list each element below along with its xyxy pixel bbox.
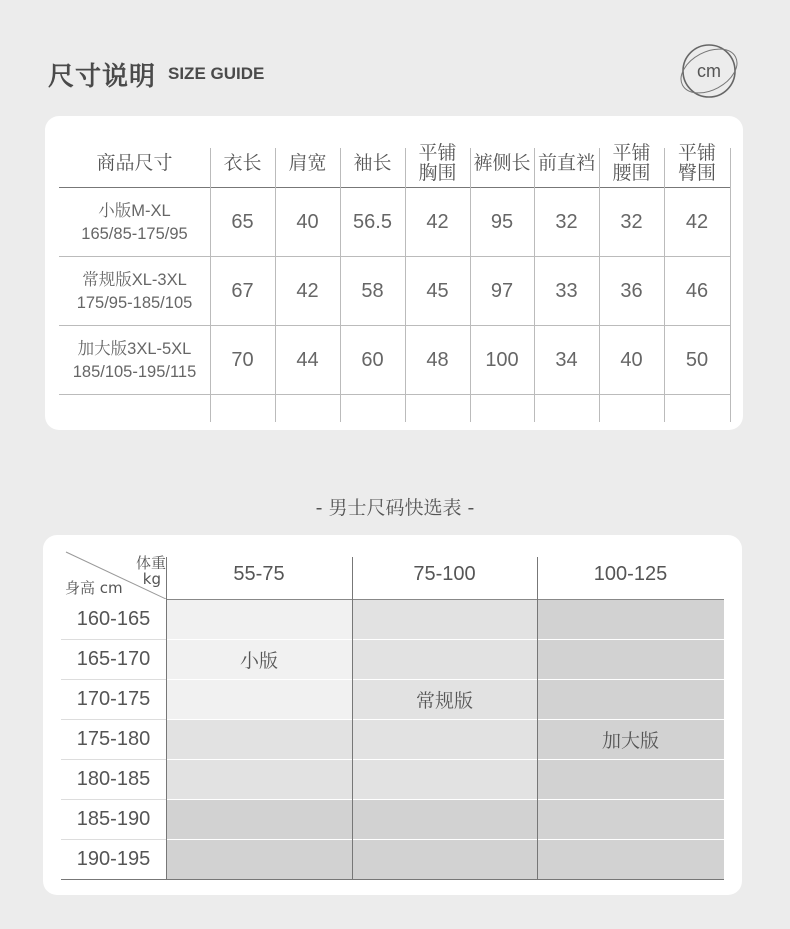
- header-label: 平铺: [612, 141, 651, 164]
- size-zone-cell: [537, 679, 724, 719]
- header-label: 平铺: [677, 141, 716, 164]
- size-value-cell: 56.5: [353, 211, 392, 233]
- size-value-cell: 100: [485, 349, 519, 371]
- size-zone-cell: [166, 799, 352, 839]
- size-zone-cell: [352, 639, 537, 679]
- size-value-cell: 32: [620, 211, 643, 233]
- size-value-cell: 45: [426, 280, 449, 302]
- size-range: 165/85-175/95: [81, 224, 188, 243]
- table-header-cell: [340, 138, 405, 187]
- size-value-cell: 42: [685, 211, 709, 233]
- header-label: 商品尺寸: [96, 151, 173, 174]
- size-value-cell: 36: [620, 280, 643, 302]
- column-divider: [537, 557, 538, 879]
- size-zone-cell: [166, 719, 352, 759]
- page-title: 尺寸说明: [48, 62, 157, 92]
- height-range-label: 160-165: [76, 607, 151, 630]
- header-label: 平铺: [418, 141, 457, 164]
- size-range: 185/105-195/115: [72, 362, 197, 381]
- size-range: 175/95-185/105: [76, 293, 193, 312]
- table-header-cell: [470, 138, 534, 187]
- corner-weight-unit: kg: [142, 570, 161, 588]
- size-value-cell: 95: [490, 211, 514, 233]
- size-zone-cell: [537, 799, 724, 839]
- size-value-cell: 33: [555, 280, 578, 302]
- size-table: [59, 138, 730, 422]
- quick-select-title: - 男士尺码快选表 -: [315, 497, 475, 519]
- size-value-cell: 34: [555, 349, 578, 371]
- size-value-cell: 46: [685, 280, 709, 302]
- size-zone-cell: [166, 839, 352, 879]
- size-zone-cell: [537, 599, 724, 639]
- size-zone-cell: [166, 599, 352, 639]
- size-row-label: [59, 257, 210, 326]
- size-name: 加大版3XL-5XL: [77, 339, 192, 358]
- table-header-cell: [59, 138, 210, 187]
- grid-row-line: [166, 759, 724, 760]
- height-range-label: 170-175: [76, 687, 151, 710]
- height-range-label: 190-195: [76, 847, 151, 870]
- header-label: 臀围: [677, 161, 716, 184]
- header-label: 袖长: [353, 151, 392, 174]
- weight-range-header: 75-100: [413, 563, 476, 585]
- table-bottom-line: [61, 879, 724, 880]
- table-column-divider: [730, 148, 731, 422]
- size-name: 常规版XL-3XL: [82, 270, 187, 289]
- quick-select-table: [61, 550, 724, 881]
- size-value-cell: 48: [426, 349, 449, 371]
- size-value-cell: 65: [231, 211, 254, 233]
- size-zone-cell: [537, 839, 724, 879]
- table-header-cell: [275, 138, 340, 187]
- column-divider: [166, 557, 167, 879]
- cm-unit-icon: [679, 42, 739, 100]
- zone-label-small: 小版: [239, 649, 278, 672]
- table-header-cell: [405, 138, 470, 187]
- size-value-cell: 40: [620, 349, 643, 371]
- size-zone-cell: [352, 599, 537, 639]
- header-label: 前直裆: [537, 151, 595, 174]
- size-value-cell: 97: [490, 280, 514, 302]
- weight-range-header: 100-125: [593, 563, 668, 585]
- zone-label-large: 加大版: [601, 729, 659, 752]
- size-value-cell: 42: [296, 280, 319, 302]
- header-label: 胸围: [418, 161, 457, 184]
- table-header-cell: [664, 138, 730, 187]
- size-value-cell: 32: [555, 211, 578, 233]
- size-zone-cell: [352, 759, 537, 799]
- size-name: 小版M-XL: [98, 201, 171, 220]
- corner-weight-label: 体重: [135, 553, 166, 572]
- table-header-cell: [534, 138, 599, 187]
- size-zone-cell: [166, 679, 352, 719]
- page-subtitle: SIZE GUIDE: [168, 64, 265, 83]
- size-row-label: [59, 326, 210, 395]
- size-value-cell: 40: [296, 211, 319, 233]
- size-value-cell: 58: [361, 280, 384, 302]
- table-header-cell: [599, 138, 664, 187]
- header-label: 肩宽: [288, 151, 327, 174]
- header-label: 腰围: [612, 161, 651, 184]
- grid-row-line: [166, 799, 724, 800]
- height-range-label: 185-190: [76, 807, 151, 830]
- size-row-label: [59, 188, 210, 257]
- size-zone-cell: [537, 759, 724, 799]
- size-zone-cell: [352, 799, 537, 839]
- unit-label: cm: [697, 61, 721, 81]
- zone-label-regular: 常规版: [415, 689, 473, 712]
- header-label: 裤侧长: [473, 151, 531, 174]
- size-value-cell: 60: [361, 349, 384, 371]
- corner-height-label: 身高 cm: [65, 578, 123, 597]
- size-value-cell: 42: [426, 211, 449, 233]
- height-range-label: 175-180: [76, 727, 151, 750]
- weight-range-header: 55-75: [233, 563, 285, 585]
- height-range-label: 180-185: [76, 767, 151, 790]
- grid-row-line: [166, 839, 724, 840]
- size-value-cell: 67: [231, 280, 254, 302]
- height-range-label: 165-170: [76, 647, 151, 670]
- size-value-cell: 70: [231, 349, 254, 371]
- table-header-cell: [210, 138, 275, 187]
- size-zone-cell: [166, 759, 352, 799]
- size-zone-cell: [352, 719, 537, 759]
- size-value-cell: 50: [685, 349, 709, 371]
- size-zone-cell: [352, 839, 537, 879]
- header-label: 衣长: [223, 151, 262, 174]
- header-divider: [166, 599, 724, 600]
- size-zone-cell: [537, 639, 724, 679]
- size-value-cell: 44: [296, 349, 319, 371]
